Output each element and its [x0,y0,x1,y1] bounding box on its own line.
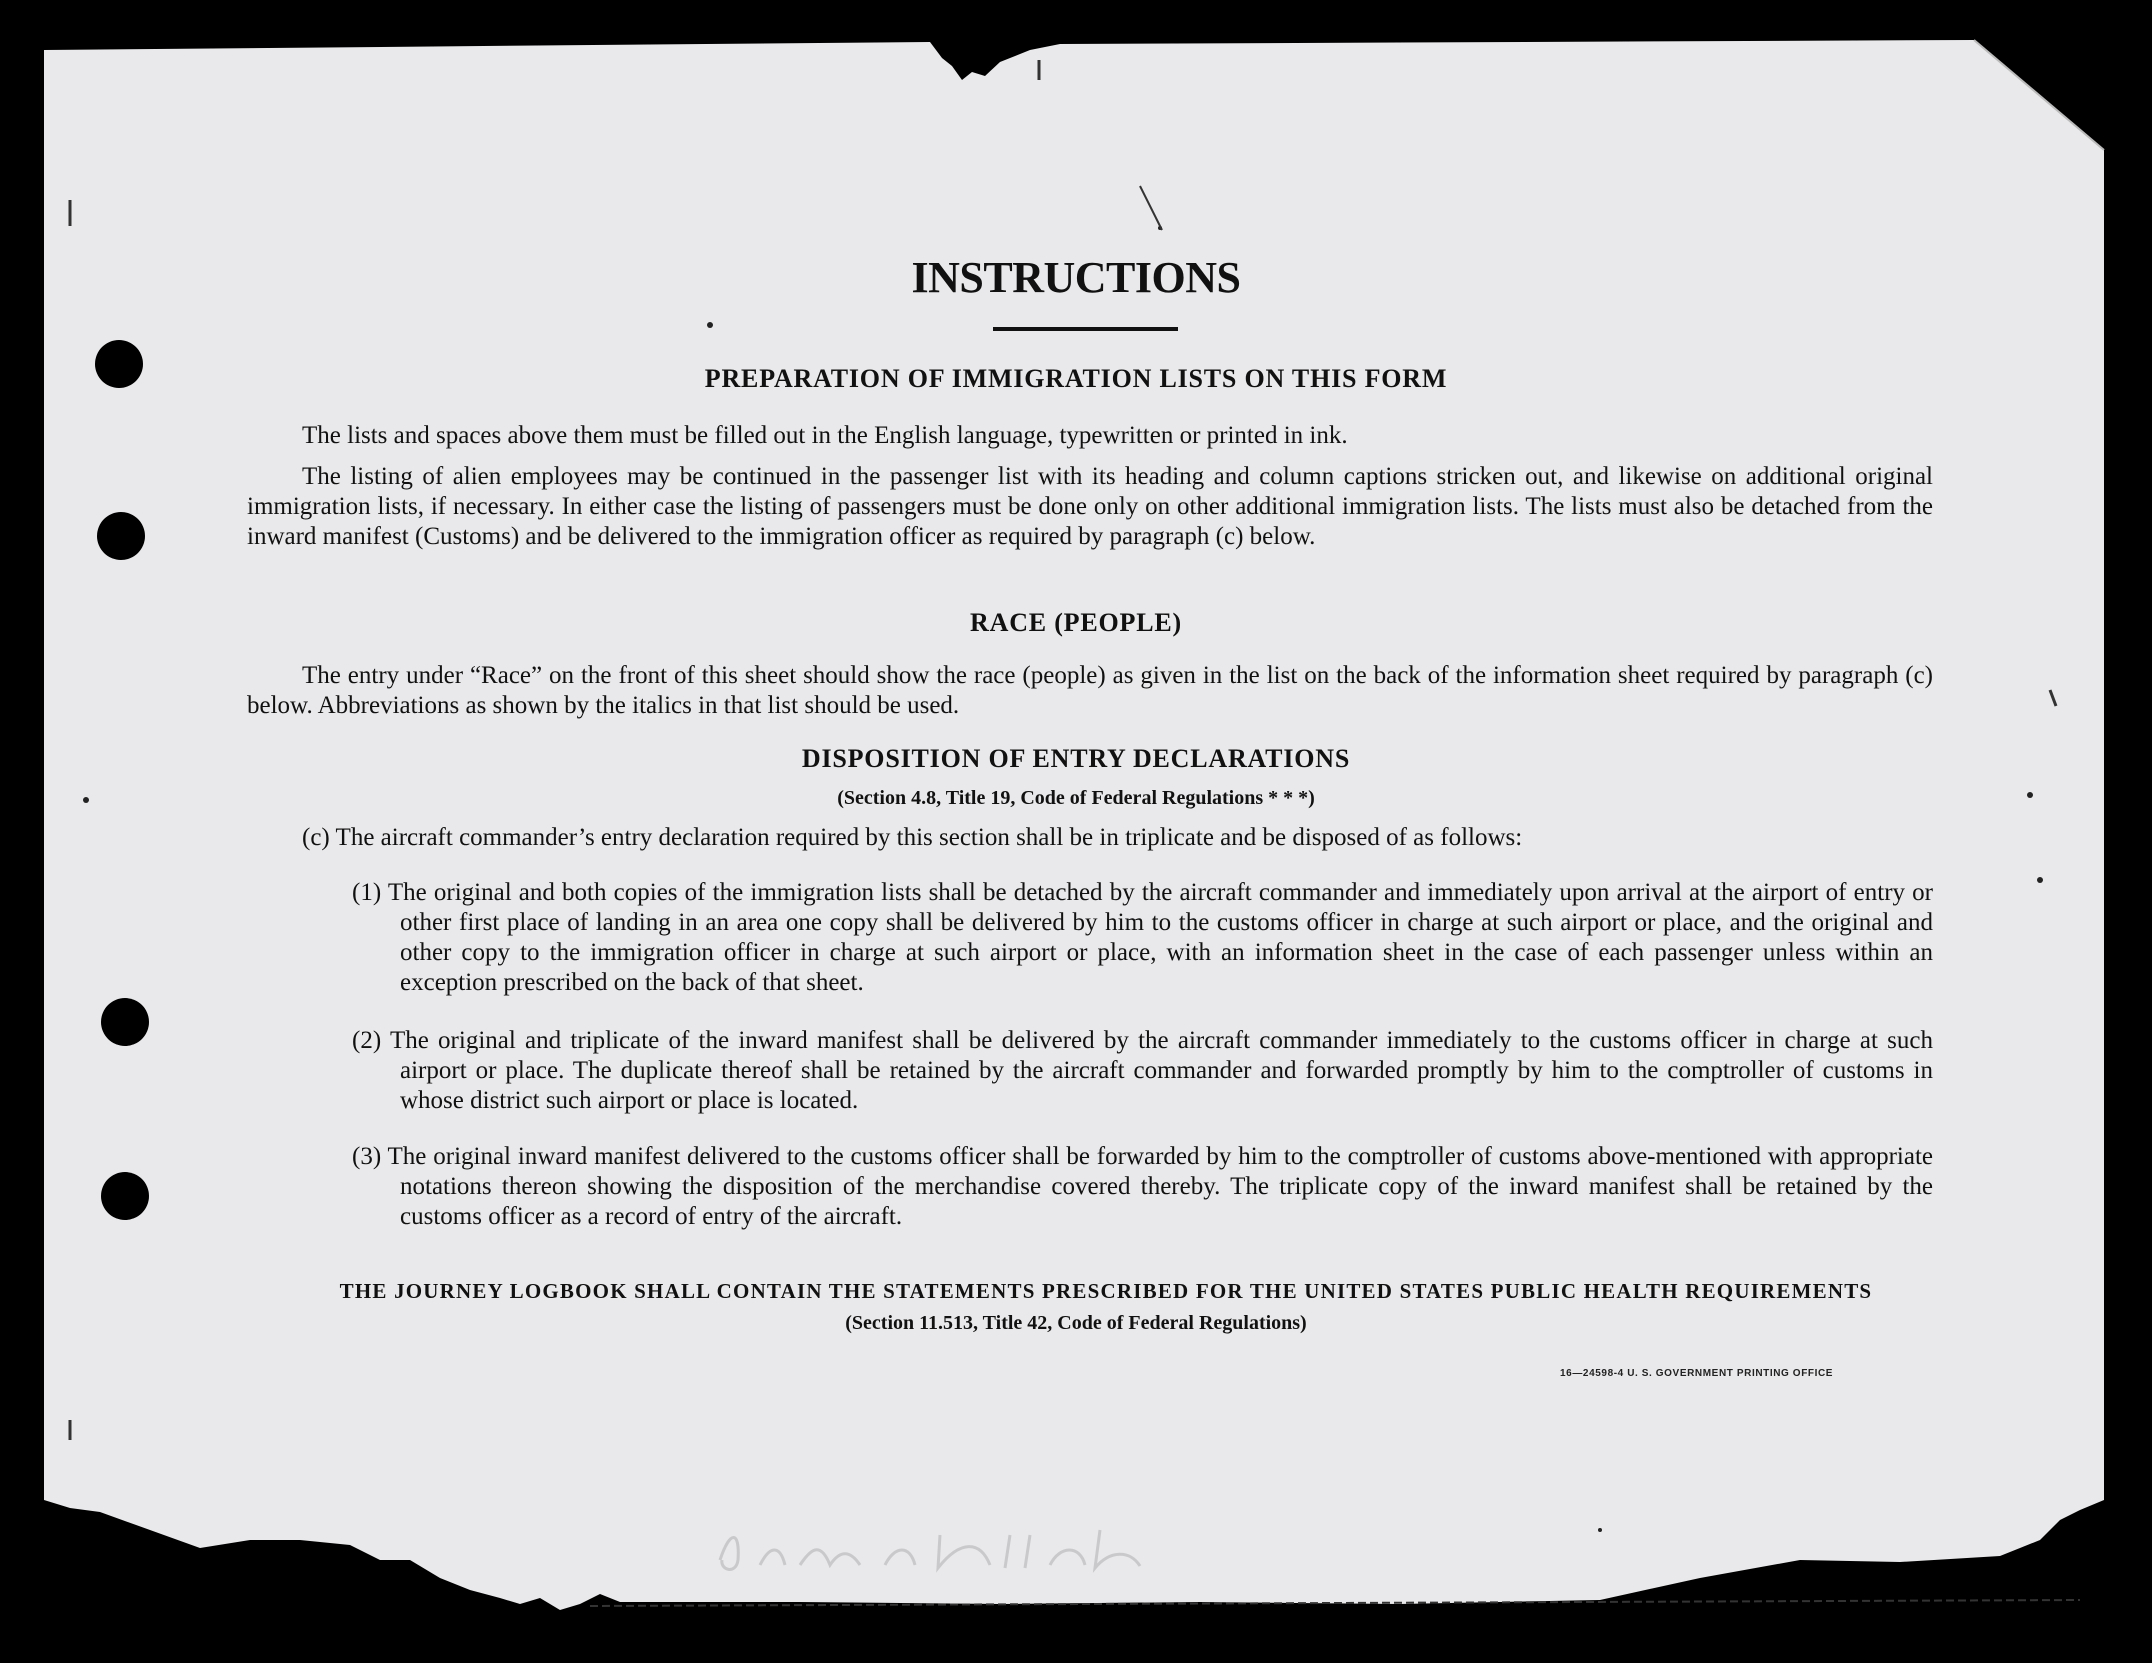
footer-statement: THE JOURNEY LOGBOOK SHALL CONTAIN THE STATEMENTS PRESCRIBED FOR THE UNITED STATES PUBLIC HEALTH REQUIREMENTS [339,1279,1873,1303]
paragraph-preparation-1: The lists and spaces above them must be filled out in the English language, typewritten or printed in ink. [302,422,1348,449]
binder-hole-3 [101,998,149,1046]
disposition-intro: (c) The aircraft commander’s entry declaration required by this section shall be in triplicate and be disposed of as follows: [302,824,1523,851]
disposition-citation: (Section 4.8, Title 19, Code of Federal Regulations * * *) [837,787,1315,809]
page-title: INSTRUCTIONS [911,253,1241,302]
handwriting-bleedthrough [700,1520,1160,1580]
printer-mark: 16—24598-4 U. S. GOVERNMENT PRINTING OFFICE [1560,1368,1834,1379]
binder-hole-4 [101,1172,149,1220]
paragraph-preparation-2: The listing of alien employees may be continued in the passenger list with its heading and column captions stricken out, and likewise on additional original immigration lists, if necessary. In either case the listing of passengers must be done only on other additional immigration lists. The lists must also be detached from the inward manifest (Customs) and be delivered to the immigration officer as required by paragraph (c) below. [247,463,1933,550]
disposition-item-2: (2) The original and triplicate of the inward manifest shall be delivered by the aircraft commander immediately to the customs officer in charge at such airport or place. The duplicate thereof shall be retained by the aircraft commander and forwarded promptly by him to the comptroller of customs in whose district such airport or place is located. [352,1027,1933,1114]
section-heading-disposition: DISPOSITION OF ENTRY DECLARATIONS [801,744,1351,773]
disposition-item-3: (3) The original inward manifest delivered to the customs officer shall be forwarded by him to the comptroller of customs above-mentioned with appropriate notations thereon showing the disposition of the merchandise covered thereby. The triplicate copy of the inward manifest shall be retained by the customs officer as a record of entry of the aircraft. [352,1143,1933,1230]
disposition-item-1: (1) The original and both copies of the immigration lists shall be detached by the aircraft commander and immediately upon arrival at the airport of entry or other first place of landing in an area one copy shall be delivered by him to the customs officer in charge at such airport or place, and the original and other copy to the immigration officer in charge at such airport or place, with an information sheet in the case of each passenger unless within an exception prescribed on the back of that sheet. [352,879,1933,996]
binder-hole-2 [97,512,145,560]
footer-citation: (Section 11.513, Title 42, Code of Federal Regulations) [845,1312,1307,1334]
section-heading-preparation: PREPARATION OF IMMIGRATION LISTS ON THIS FORM [704,364,1448,393]
title-underline [993,327,1178,331]
section-heading-race: RACE (PEOPLE) [970,608,1182,637]
paragraph-race: The entry under “Race” on the front of this sheet should show the race (people) as given in the list on the back of the information sheet required by paragraph (c) below. Abbreviations as shown by the italics in that list should be used. [247,662,1933,719]
